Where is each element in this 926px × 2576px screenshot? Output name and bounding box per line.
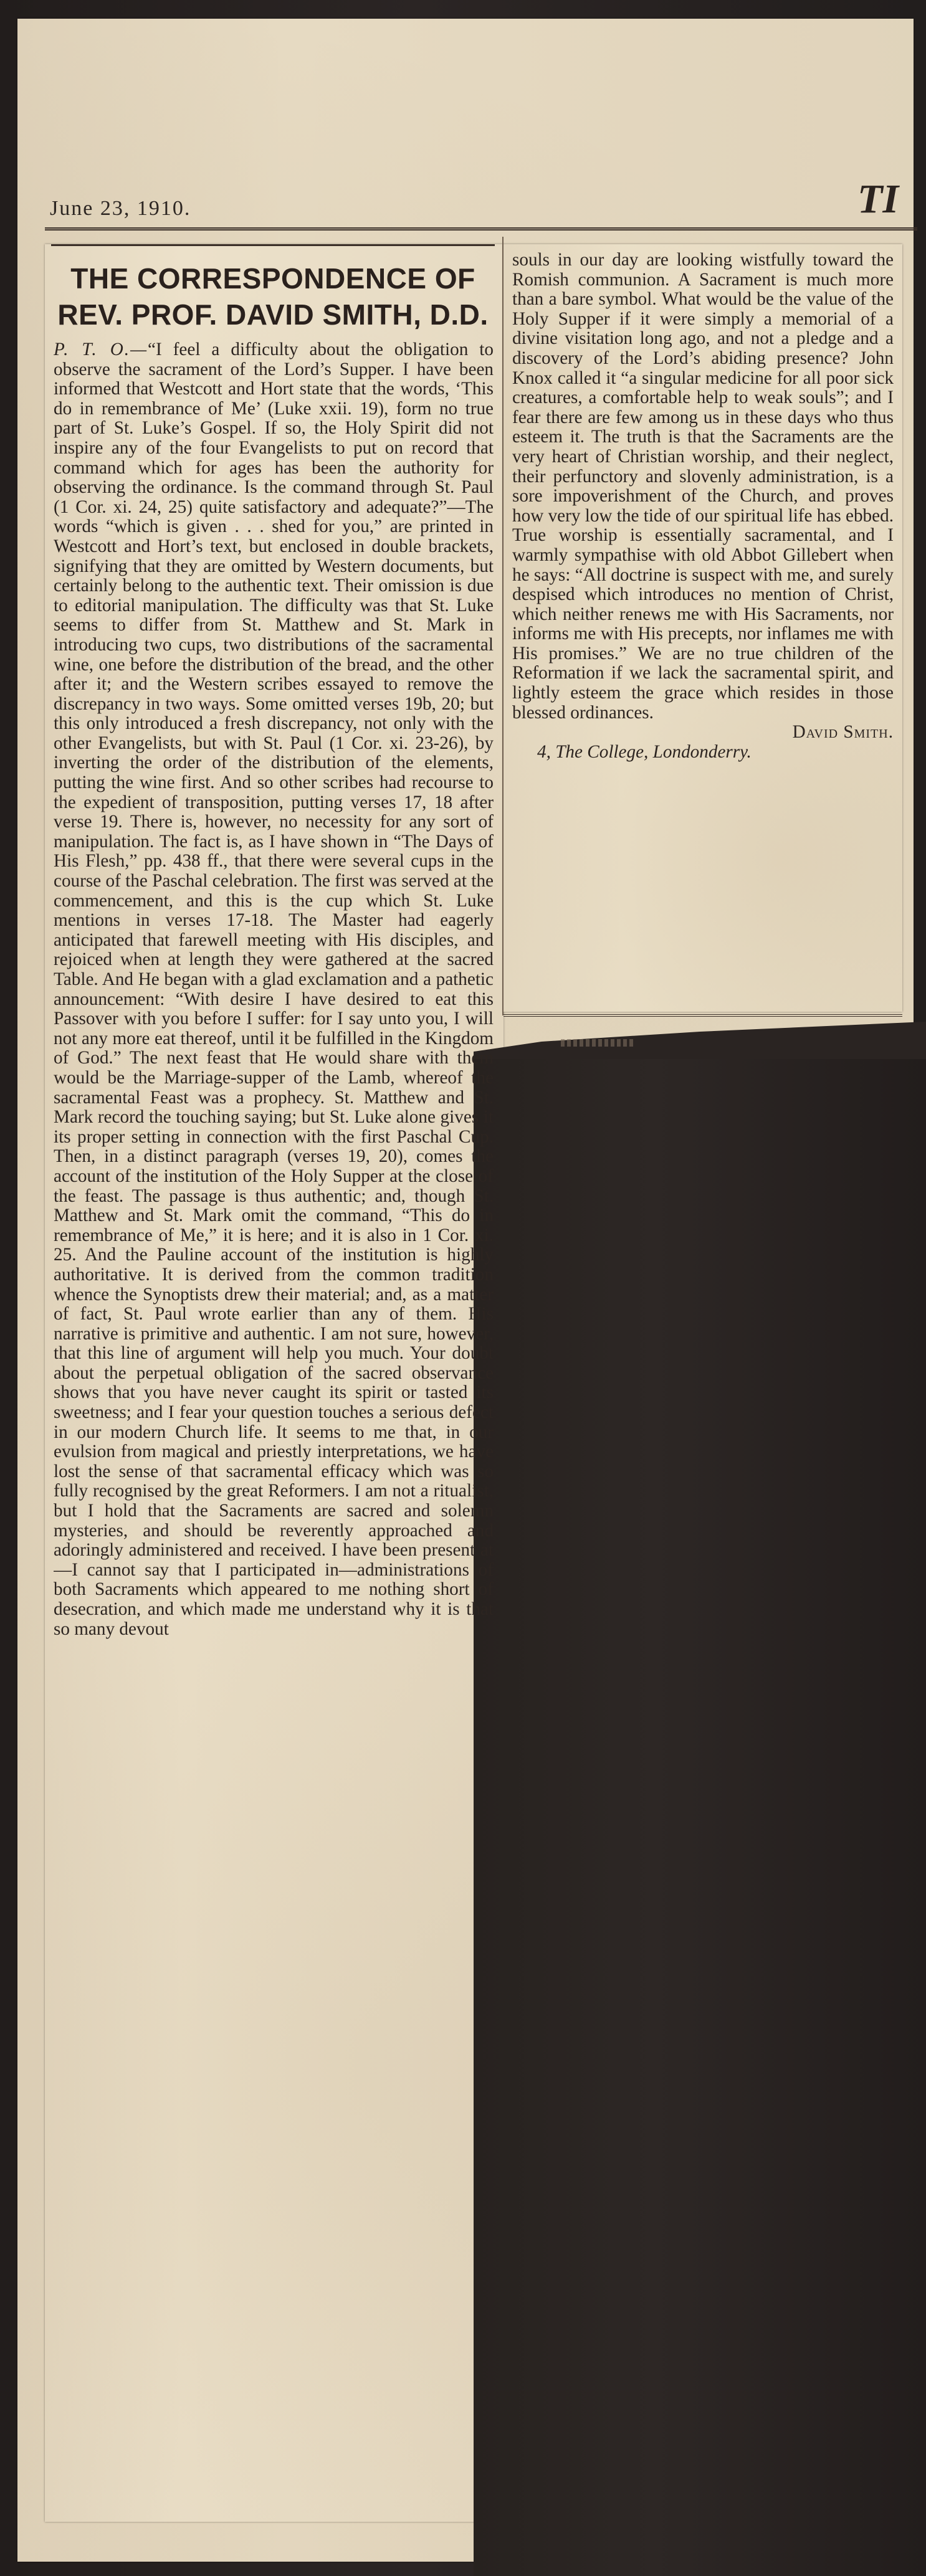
column-divider <box>502 237 504 1015</box>
right-column-body: souls in our day are looking wistfully toward the Romish communion. A Sacrament is much more than a bare symbol. What would be the value of the Holy Supper if it were simply a memorial of a divine visitation long ago, and not a pledge and a discovery of the Lord’s abiding presence? John Knox called it “a singular medicine for all poor sick creatures, a comfortable help to weak souls”; and I fear there are few among us in these days who thus esteem it. The truth is that the Sacraments are the very heart of Christian worship, and their neglect, their perfunctory and slovenly administration, is a sore impoverishment of the Church, and proves how very low the tide of our spiritual life has ebbed. True worship is essentially sacramental, and I warmly sympathise with old Abbot Gillebert when he says: “All doctrine is suspect with me, and surely despised which introduces no mention of Christ, which neither renews me with His Sacraments, nor informs me with His precepts, nor inflames me with His promises.” We are no true children of the Reformation if we lack the sacramental spirit, and lightly esteem the grace which resides in those blessed ordinances. <box>512 250 894 723</box>
signature: David Smith. <box>792 722 894 743</box>
masthead-fragment: TI <box>857 176 899 222</box>
left-column-body: “I feel a difficulty about the obligation to observe the sacrament of the Lord’s Supper. I have been informed that Westcott and Hort state that the words, ‘This do in remembrance of Me’ (Luke xxii. 19), form no true part of St. Luke’s Gospel. If so, the Holy Spirit did not inspire any of the four Evangelists to put on record that command which for ages has been the authority for observing the ordinance. Is the command through St. Paul (1 Cor. xi. 24, 25) quite satisfactory and adequate?”—The words “which is given . . . shed for you,” are printed in Westcott and Hort’s text, but enclosed in double brackets, signifying that they are omitted by Western documents, but certainly belong to the authentic text. Their omission is due to editorial manipulation. The difficulty was that St. Luke seems to differ from St. Matthew and St. Mark in introducing two cups, two distributions of the sacramental wine, one before the distribution of the bread, and the other after it; and the Western scribes essayed to remove the discrepancy in two ways. Some omitted verses 19b, 20; but this only introduced a fresh discrepancy, not only with the other Evangelists, but with St. Paul (1 Cor. xi. 23-26), by inverting the order of the distribution of the elements, putting the wine first. And so other scribes had recourse to the expedient of transposition, putting verses 17, 18 after verse 19. There is, however, no necessity for any sort of manipulation. The fact is, as I have shown in “The Days of His Flesh,” pp. 438 ff., that there were several cups in the course of the Paschal celebration. The first was served at the commencement, and this is the cup which St. Luke mentions in verses 17-18. The Master had eagerly anticipated that farewell meeting with His disciples, and rejoiced when at length they were gathered at the sacred Table. And He began with a glad exclamation and a pathetic announcement: “With desire I have desired to eat this Passover with you before I suffer: for I say unto you, I will not any more eat thereof, until it be fulfilled in the Kingdom of God.” The next feast that He would share with them would be the Marriage-supper of the Lamb, whereof the sacramental Feast was a prophecy. St. Matthew and St. Mark record the touching saying; but St. Luke alone gives it its proper setting in connection with the first Paschal Cup. Then, in a distinct paragraph (verses 19, 20), comes the account of the institution of the Holy Supper at the close of the feast. The passage is thus authentic; and, though St. Matthew and St. Mark omit the command, “This do in remembrance of Me,” it is here; and it is also in 1 Cor. xi. 25. And the Pauline account of the institution is highly authoritative. It is derived from the common tradition whence the Synoptists drew their material; and, as a matter of fact, St. Paul wrote earlier than any of them. His narrative is primitive and authentic. I am not sure, however, that this line of argument will help you much. Your doubt about the perpetual obligation of the sacred observance shows that you have never caught its spirit or tasted its sweetness; and I fear your question touches a serious defect in our modern Church life. It seems to me that, in our evulsion from magical and priestly interpretations, we have lost the sense of that sacramental efficacy which was so fully recognised by the great Reformers. I am not a ritualist, but I hold that the Sacraments are sacred and solemn mysteries, and should be reverently approached and adoringly administered and received. I have been present at—I cannot say that I participated in—administrations of both Sacraments which appeared to me nothing short of desecration, and which made me understand why it is that so many devout <box>54 340 494 1639</box>
left-paragraph <box>54 340 494 1639</box>
right-column-text <box>512 250 894 979</box>
left-column-text <box>54 340 494 2514</box>
footer-rule <box>504 1014 902 1017</box>
article-title <box>50 260 496 333</box>
issue-date: June 23, 1910. <box>50 197 191 220</box>
address: 4, The College, Londonderry. <box>537 741 752 762</box>
dark-lower-right-area <box>474 1059 926 2576</box>
article-title-line2: REV. PROF. DAVID SMITH, D.D. <box>57 298 489 331</box>
title-rule <box>51 244 495 246</box>
lead-in: P. T. O.— <box>54 340 148 359</box>
header-rule <box>45 227 917 231</box>
cut-text-fragment <box>561 1039 636 1047</box>
article-title-line1: THE CORRESPONDENCE OF <box>70 262 475 295</box>
